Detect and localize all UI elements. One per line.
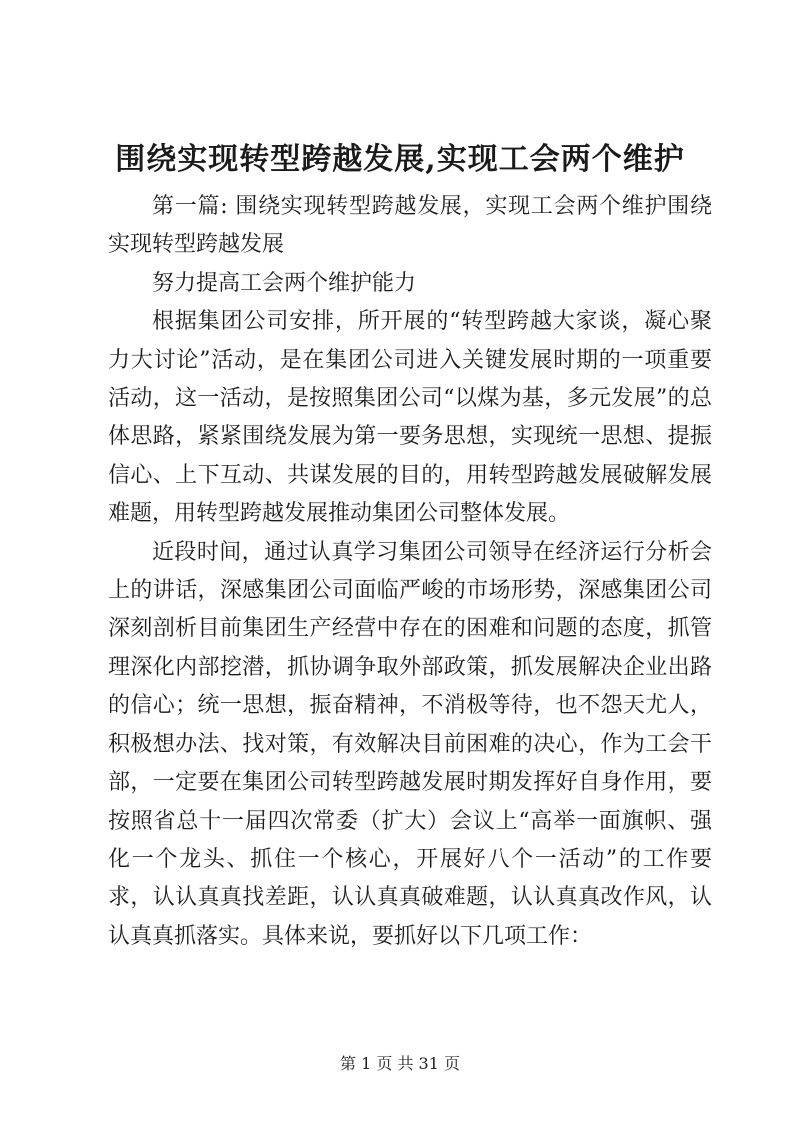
paragraph-3: 根据集团公司安排，所开展的“转型跨越大家谈，凝心聚力大讨论”活动，是在集团公司进入关键发展时期的一项重要活动，这一活动，是按照集团公司“以煤为基，多元发展”的总体思路，紧紧围绕发展为第一要务思想，实现统一思想、提振信心、上下互动、共谋发展的目的，用转型跨越发展破解发展难题，用转型跨越发展推动集团公司整体发展。 <box>108 309 712 527</box>
paragraph-1: 第一篇: 围绕实现转型跨越发展，实现工会两个维护围绕实现转型跨越发展 <box>108 194 712 258</box>
page-footer: 第 1 页 共 31 页 <box>340 1054 460 1073</box>
document-body <box>108 188 712 956</box>
document-title: 围绕实现转型跨越发展,实现工会两个维护 <box>115 142 685 177</box>
paragraph-4: 近段时间，通过认真学习集团公司领导在经济运行分析会上的讲话，深感集团公司面临严峻的市场形势，深感集团公司深刻剖析目前集团生产经营中存在的困难和问题的态度，抓管理深化内部挖潜，抓协调争取外部政策，抓发展解决企业出路的信心；统一思想，振奋精神，不消极等待，也不怨天尤人，积极想办法、找对策，有效解决目前困难的决心，作为工会干部，一定要在集团公司转型跨越发展时期发挥好自身作用，要按照省总十一届四次常委（扩大）会议上“高举一面旗帜、强化一个龙头、抓住一个核心，开展好八个一活动”的工作要求，认认真真找差距，认认真真破难题，认认真真改作风，认认真真抓落实。具体来说，要抓好以下几项工作： <box>108 539 712 949</box>
paragraph-2: 努力提高工会两个维护能力 <box>152 270 417 296</box>
